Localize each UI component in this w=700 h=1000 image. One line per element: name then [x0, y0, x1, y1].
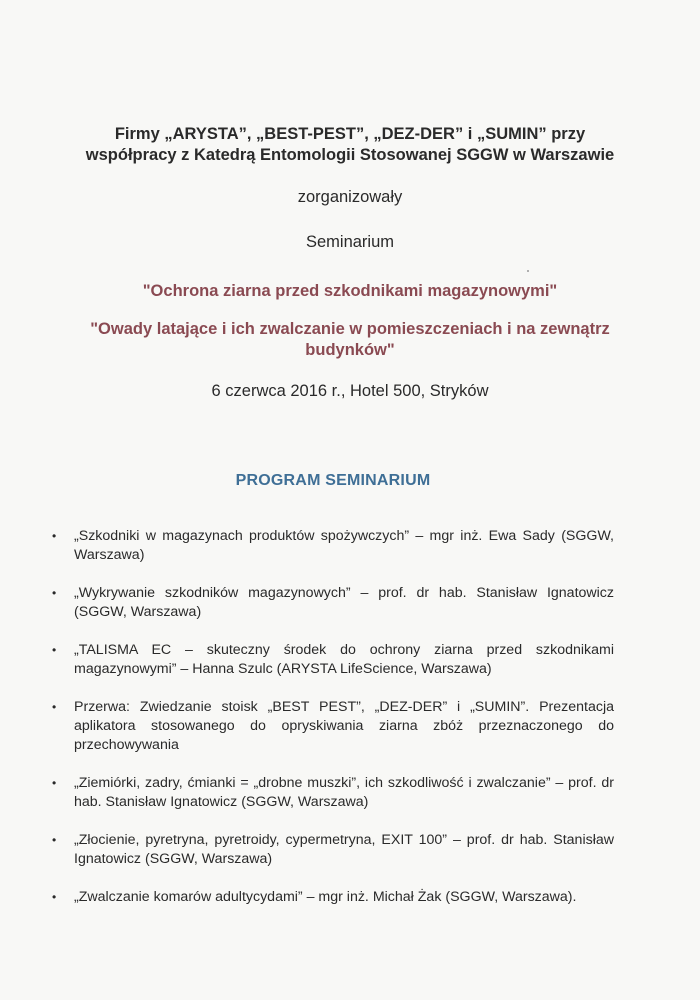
program-item-text: „TALISMA EC – skuteczny środek do ochrony ziarna przed szkodnikami magazynowymi” – Hanna Szulc (ARYSTA LifeScience, Warszawa): [74, 642, 614, 677]
seminar-title-2-line-1: "Owady latające i ich zwalczanie w pomieszczeniach i na zewnątrz: [90, 320, 610, 338]
bullet-icon: •: [52, 890, 57, 904]
program-item: [52, 584, 614, 622]
organizers-header: [0, 124, 700, 166]
program-item-text: „Zwalczanie komarów adultycydami” – mgr inż. Michał Żak (SGGW, Warszawa).: [74, 889, 577, 905]
program-heading: PROGRAM SEMINARIUM: [235, 472, 431, 489]
program-item-text: „Wykrywanie szkodników magazynowych” – prof. dr hab. Stanisław Ignatowicz (SGGW, Warszawa): [74, 585, 614, 620]
bullet-icon: •: [52, 643, 57, 657]
program-item-text: „Ziemiórki, zadry, ćmianki = „drobne muszki”, ich szkodliwość i zwalczanie” – prof. dr hab. Stanisław Ignatowicz (SGGW, Warszawa): [74, 775, 614, 810]
date-place: 6 czerwca 2016 r., Hotel 500, Stryków: [211, 382, 489, 400]
bullet-icon: •: [52, 833, 57, 847]
seminar-title-1: [0, 281, 700, 302]
scan-speck: [527, 270, 529, 272]
program-item-text: Przerwa: Zwiedzanie stoisk „BEST PEST”, „DEZ-DER” i „SUMIN”. Prezentacja aplikatora stosowanego do opryskiwania ziarna zbóż przeznaczonego do przechowywania: [74, 699, 614, 753]
organizers-line-2: współpracy z Katedrą Entomologii Stosowanej SGGW w Warszawie: [85, 146, 615, 164]
seminar-title-2-line-2: budynków": [305, 341, 395, 359]
seminar-title-1-text: "Ochrona ziarna przed szkodnikami magazynowymi": [142, 282, 558, 300]
seminar-title-2: [0, 319, 700, 361]
program-list: [52, 527, 614, 926]
bullet-icon: •: [52, 700, 57, 714]
organized-text: zorganizowały: [297, 188, 403, 206]
bullet-icon: •: [52, 586, 57, 600]
organizers-line-1: Firmy „ARYSTA”, „BEST-PEST”, „DEZ-DER” i „SUMIN” przy: [114, 125, 586, 143]
program-item: [52, 527, 614, 565]
program-item-text: „Szkodniki w magazynach produktów spożywczych” – mgr inż. Ewa Sady (SGGW, Warszawa): [74, 528, 614, 563]
program-item: [52, 698, 614, 755]
bullet-icon: •: [52, 776, 57, 790]
program-item: [52, 641, 614, 679]
bullet-icon: •: [52, 529, 57, 543]
program-item-text: „Złocienie, pyretryna, pyretroidy, cypermetryna, EXIT 100” – prof. dr hab. Stanisław Ignatowicz (SGGW, Warszawa): [74, 832, 614, 867]
program-item: [52, 888, 614, 907]
program-item: [52, 831, 614, 869]
seminar-label: Seminarium: [305, 233, 395, 251]
program-item: [52, 774, 614, 812]
